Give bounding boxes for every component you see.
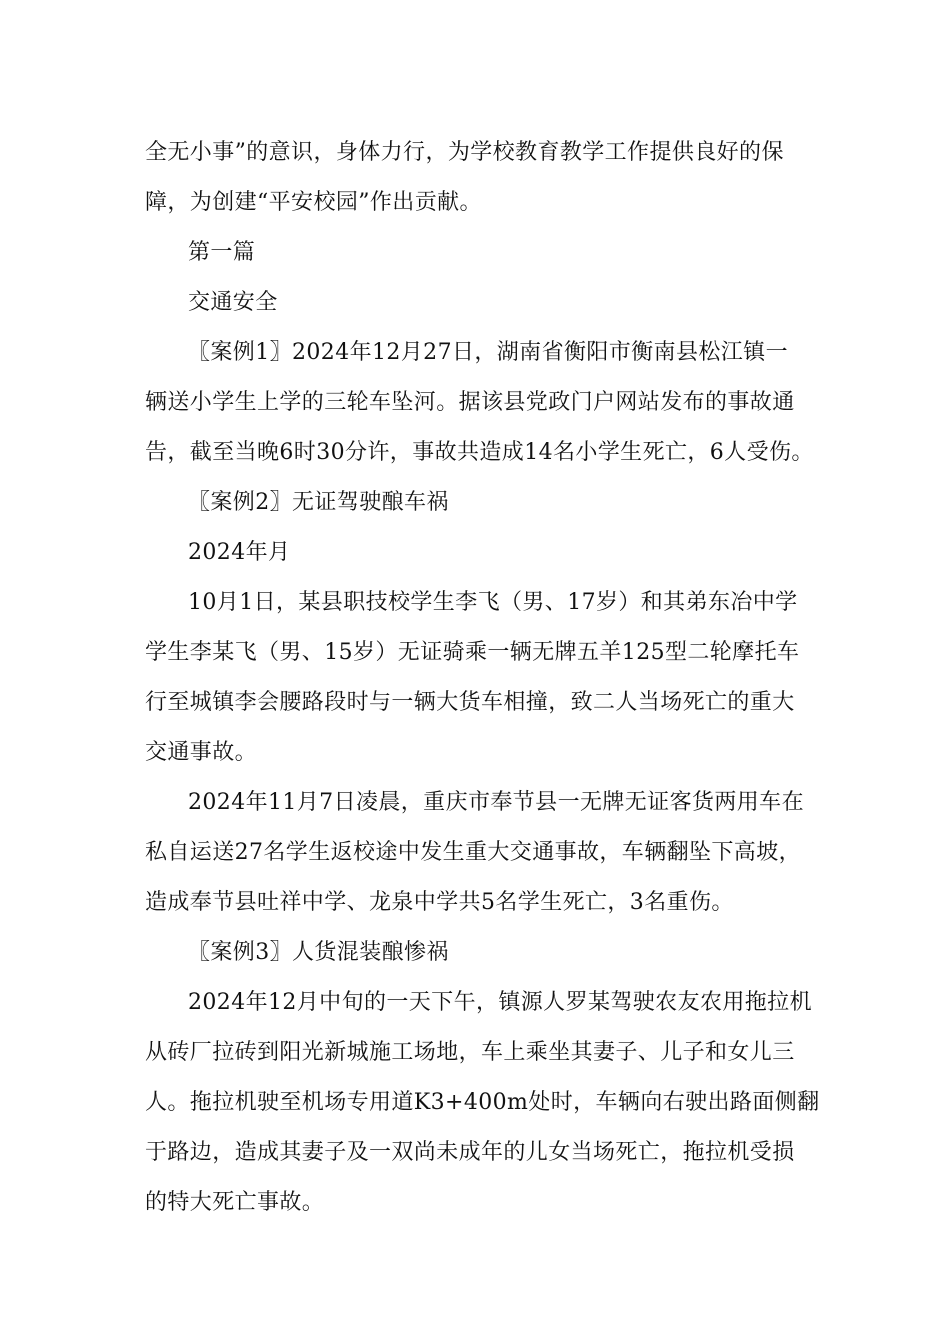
case-heading: 〖案例2〗无证驾驶酿车祸 <box>188 490 449 515</box>
paragraph-line: 于路边，造成其妻子及一双尚未成年的儿女当场死亡，拖拉机受损 <box>145 1140 795 1165</box>
paragraph-line: 的特大死亡事故。 <box>145 1190 325 1215</box>
paragraph-line: 人。拖拉机驶至机场专用道K3+400m处时，车辆向右驶出路面侧翻 <box>145 1090 820 1115</box>
paragraph-line: 2024年11月7日凌晨，重庆市奉节县一无牌无证客货两用车在 <box>188 790 804 815</box>
paragraph-line: 〖案例1〗2024年12月27日，湖南省衡阳市衡南县松江镇一 <box>188 340 788 365</box>
paragraph-line: 辆送小学生上学的三轮车坠河。据该县党政门户网站发布的事故通 <box>145 390 795 415</box>
paragraph-line: 全无小事”的意识，身体力行，为学校教育教学工作提供良好的保 <box>145 140 784 165</box>
paragraph-line: 2024年月 <box>188 540 291 565</box>
paragraph-line: 从砖厂拉砖到阳光新城施工场地，车上乘坐其妻子、儿子和女儿三 <box>145 1040 795 1065</box>
paragraph-line: 告，截至当晚6时30分许，事故共造成14名小学生死亡，6人受伤。 <box>145 440 814 465</box>
paragraph-line: 学生李某飞（男、15岁）无证骑乘一辆无牌五羊125型二轮摩托车 <box>145 640 800 665</box>
paragraph-line: 造成奉节县吐祥中学、龙泉中学共5名学生死亡，3名重伤。 <box>145 890 734 915</box>
case-heading: 〖案例3〗人货混装酿惨祸 <box>188 940 449 965</box>
paragraph-line: 2024年12月中旬的一天下午，镇源人罗某驾驶农友农用拖拉机 <box>188 990 812 1015</box>
section-subheading: 交通安全 <box>188 290 278 315</box>
paragraph-line: 私自运送27名学生返校途中发生重大交通事故，车辆翻坠下高坡， <box>145 840 801 865</box>
section-heading: 第一篇 <box>188 240 256 265</box>
paragraph-line: 10月1日，某县职技校学生李飞（男、17岁）和其弟东冶中学 <box>188 590 798 615</box>
paragraph-line: 交通事故。 <box>145 740 258 765</box>
paragraph-line: 障，为创建“平安校园”作出贡献。 <box>145 190 482 215</box>
paragraph-line: 行至城镇李会腰路段时与一辆大货车相撞，致二人当场死亡的重大 <box>145 690 795 715</box>
